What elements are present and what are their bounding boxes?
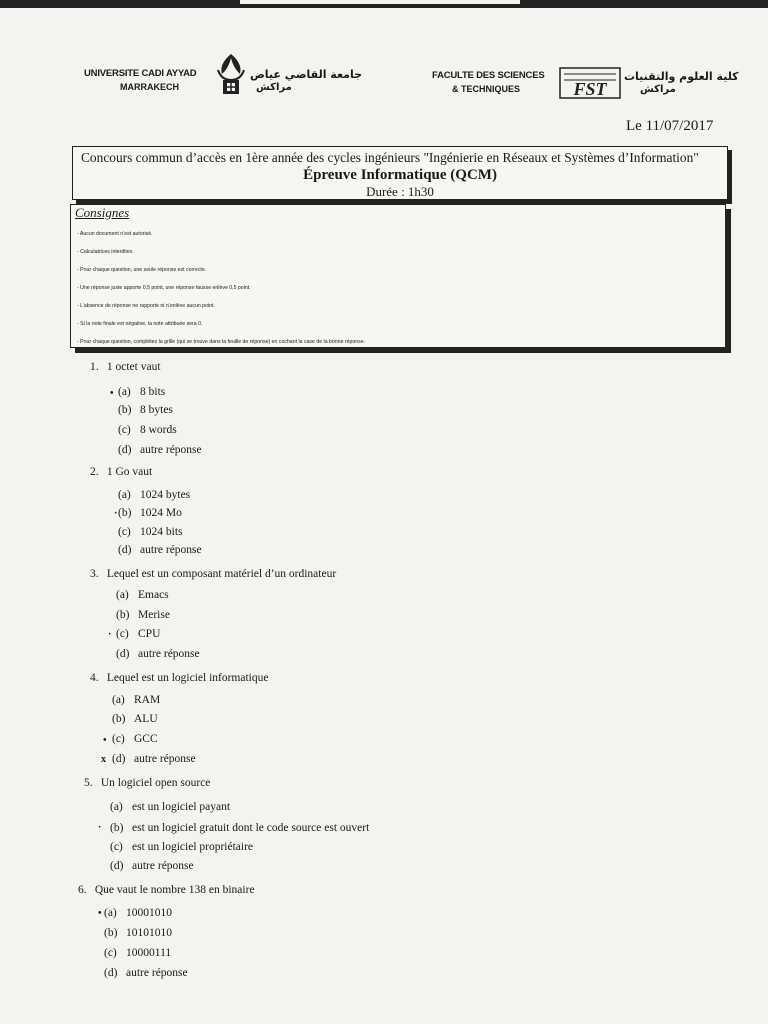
question-number: 3. [90, 568, 99, 580]
q5-option-c [110, 841, 253, 853]
q1-option-d [118, 444, 202, 456]
option-label: (c) [104, 947, 117, 959]
question-2 [90, 466, 152, 478]
instructions-list [77, 225, 365, 351]
question-text: 1 Go vaut [106, 466, 153, 478]
option-label: (d) [118, 444, 132, 456]
exam-date: Le 11/07/2017 [626, 118, 714, 134]
question-text: Que vaut le nombre 138 en binaire [94, 884, 255, 896]
handwritten-mark: • [103, 735, 107, 746]
exam-title-box [72, 146, 728, 200]
q3-option-b [116, 609, 170, 621]
q6-option-a [104, 907, 172, 919]
q2-option-b [118, 507, 182, 519]
instruction-item: - Pour chaque question, complétez la grille (qui se trouve dans la feuille de réponse) en cochant la case de la bonne réponse. [77, 339, 366, 345]
option-label: (a) [112, 694, 125, 706]
option-label: (a) [110, 801, 123, 813]
option-text: est un logiciel propriétaire [132, 841, 254, 853]
handwritten-mark: · [98, 822, 102, 833]
option-label: (a) [104, 907, 117, 919]
exam-duration: Durée : 1h30 [366, 184, 434, 199]
option-text: autre réponse [138, 648, 200, 660]
option-text: 1024 bytes [140, 489, 191, 501]
university-city: MARRAKECH [120, 82, 179, 92]
option-label: (a) [116, 589, 129, 601]
question-text: Lequel est un composant matériel d’un ordinateur [106, 568, 337, 580]
q6-option-b [104, 927, 172, 939]
option-label: (c) [112, 733, 125, 745]
q3-option-c [116, 628, 160, 640]
option-label: (b) [116, 609, 130, 621]
option-label: (c) [116, 628, 129, 640]
option-label: (c) [110, 841, 123, 853]
option-label: (d) [118, 544, 132, 556]
instruction-item: - Pour chaque question, une seule réponse est correcte. [77, 267, 207, 273]
question-1 [90, 361, 161, 373]
option-text: 10101010 [126, 927, 172, 939]
option-label: (d) [112, 753, 126, 765]
option-text: 8 bytes [140, 404, 173, 416]
option-label: (b) [118, 507, 132, 519]
handwritten-mark: · [108, 629, 112, 640]
handwritten-mark: x [101, 754, 106, 765]
option-text: 10001010 [126, 907, 172, 919]
handwritten-mark: · [114, 508, 118, 519]
option-label: (c) [118, 424, 131, 436]
option-text: RAM [134, 694, 161, 706]
instruction-item: - L’absence de réponse ne rapporte ni n’enlève aucun point. [77, 303, 215, 309]
q2-option-a [118, 489, 190, 501]
option-text: 8 words [140, 424, 177, 436]
question-number: 5. [84, 777, 93, 789]
option-label: (d) [116, 648, 130, 660]
scan-top-edge-gap [240, 0, 520, 4]
question-4 [90, 672, 268, 684]
option-text: ALU [134, 713, 158, 725]
option-text: est un logiciel payant [132, 801, 231, 813]
option-label: (b) [104, 927, 118, 939]
q3-option-a [116, 589, 169, 601]
q2-option-d [118, 544, 202, 556]
question-text: Un logiciel open source [100, 777, 211, 789]
instruction-item: - Une réponse juste apporte 0,5 point, une réponse fausse enlève 0,5 point. [77, 285, 251, 291]
option-label: (a) [118, 386, 131, 398]
q4-option-c [112, 733, 158, 745]
option-text: 1024 bits [140, 526, 183, 538]
university-name-arabic: جامعة القاضي عياض [250, 68, 363, 81]
faculty-city-arabic: مراكش [640, 84, 676, 95]
q6-option-c [104, 947, 171, 959]
faculty-logo-text: FST [573, 79, 607, 99]
faculty-name-arabic: كلية العلوم والتقنيات [624, 70, 739, 83]
question-text: 1 octet vaut [106, 361, 161, 373]
university-city-arabic: مراكش [256, 82, 292, 93]
q2-option-c [118, 526, 183, 538]
question-5 [84, 777, 210, 789]
option-label: (b) [112, 713, 126, 725]
faculty-name: FACULTE DES SCIENCES [432, 70, 545, 81]
option-label: (b) [118, 404, 132, 416]
option-text: autre réponse [134, 753, 196, 765]
q1-option-c [118, 424, 177, 436]
option-text: autre réponse [140, 544, 202, 556]
option-label: (a) [118, 489, 131, 501]
question-number: 6. [78, 884, 87, 896]
option-text: 1024 Mo [140, 507, 182, 519]
option-text: 10000111 [126, 947, 172, 959]
q5-option-d [110, 860, 194, 872]
university-emblem-icon [214, 52, 248, 98]
handwritten-mark: • [98, 908, 102, 919]
option-label: (b) [110, 822, 124, 834]
option-label: (d) [110, 860, 124, 872]
q5-option-b [110, 822, 369, 834]
q4-option-d [112, 753, 196, 765]
option-label: (c) [118, 526, 131, 538]
option-text: Emacs [138, 589, 169, 601]
q3-option-d [116, 648, 200, 660]
option-text: CPU [138, 628, 161, 640]
option-label: (d) [104, 967, 118, 979]
question-3 [90, 568, 336, 580]
question-number: 4. [90, 672, 99, 684]
instruction-item: - Si la note finale est négative, la note attribuée sera 0. [77, 321, 203, 327]
question-number: 1. [90, 361, 99, 373]
q1-option-b [118, 404, 173, 416]
q1-option-a [118, 386, 165, 398]
question-number: 2. [90, 466, 99, 478]
option-text: Merise [138, 609, 170, 621]
faculty-name-line2: & TECHNIQUES [452, 84, 521, 94]
option-text: autre réponse [132, 860, 194, 872]
exam-title: Épreuve Informatique (QCM) [303, 167, 497, 183]
q4-option-b [112, 713, 158, 725]
instruction-item: - Aucun document n’est autorisé. [77, 231, 153, 237]
question-text: Lequel est un logiciel informatique [106, 672, 269, 684]
option-text: autre réponse [140, 444, 202, 456]
q5-option-a [110, 801, 230, 813]
handwritten-mark: • [110, 388, 114, 399]
q4-option-a [112, 694, 160, 706]
option-text: 8 bits [140, 386, 166, 398]
option-text: autre réponse [126, 967, 188, 979]
instructions-box [70, 204, 726, 348]
instruction-item: - Calculatrices interdites. [77, 249, 134, 255]
question-6 [78, 884, 255, 896]
option-text: GCC [134, 733, 158, 745]
faculty-logo-icon [558, 62, 622, 102]
university-name: UNIVERSITE CADI AYYAD [84, 68, 197, 79]
instructions-title: Consignes [75, 205, 130, 220]
option-text: est un logiciel gratuit dont le code source est ouvert [132, 822, 370, 834]
q6-option-d [104, 967, 188, 979]
exam-contest-line: Concours commun d’accès en 1ère année des cycles ingénieurs "Ingénierie en Réseaux et Systèmes d’Information" [81, 150, 699, 165]
